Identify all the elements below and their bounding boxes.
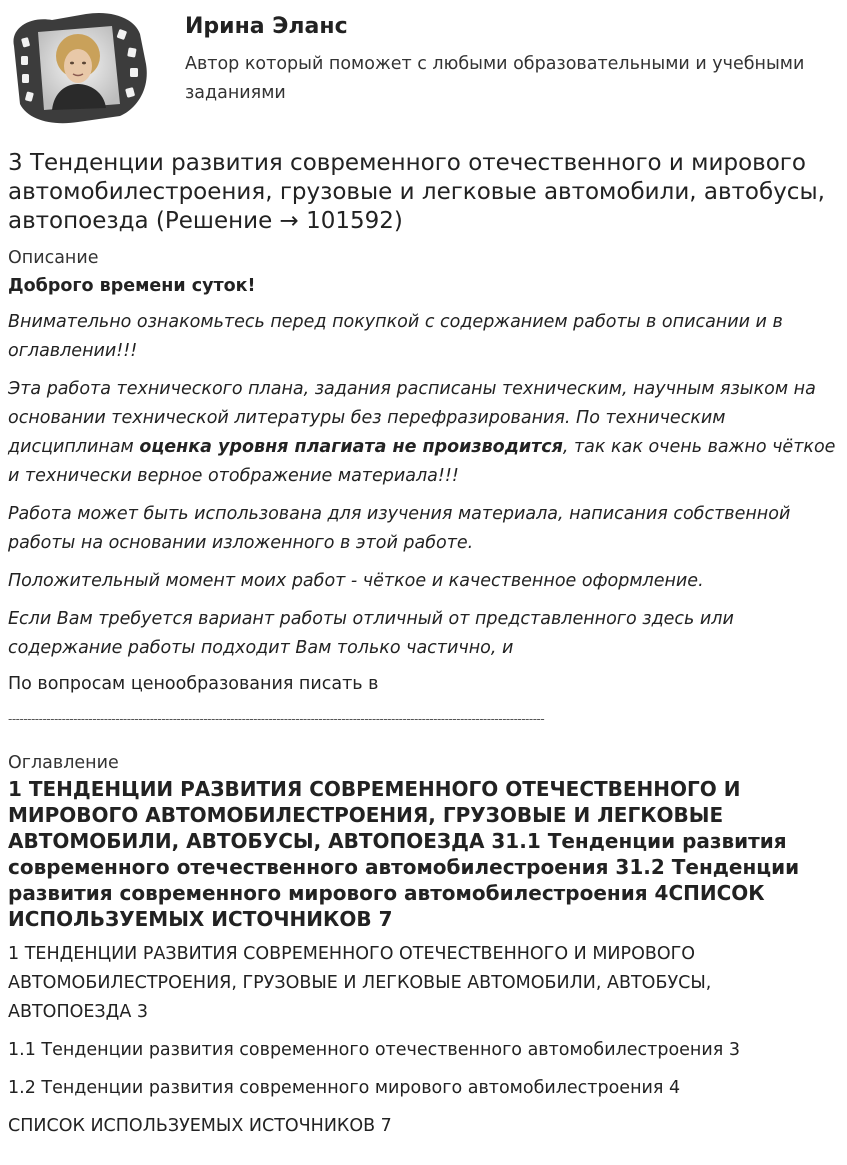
film-frame-avatar-icon <box>8 8 150 126</box>
toc-item: 1.1 Тенденции развития современного отечественного автомобилестроения 3 <box>8 1040 740 1060</box>
description-label: Описание <box>8 248 99 268</box>
toc-bold-summary: 1 ТЕНДЕНЦИИ РАЗВИТИЯ СОВРЕМЕННОГО ОТЕЧЕСТВЕННОГО И МИРОВОГО АВТОМОБИЛЕСТРОЕНИЯ, ГРУЗОВЫЕ И ЛЕГКОВЫЕ АВТОМОБИЛИ, АВТОБУСЫ, АВТОПОЕЗДА 31.1 Тенденции развития современного отечественного автомобилестроения 31.2 Тенденции развития современного мирового автомобилестроения 4СПИСОК ИСПОЛЬЗУЕМЫХ ИСТОЧНИКОВ 7 <box>8 777 800 931</box>
toc-label: Оглавление <box>8 753 119 773</box>
paragraph-text: , так как очень важно чёткое и технически верное отображение материала!!! <box>8 437 836 486</box>
toc-item: СПИСОК ИСПОЛЬЗУЕМЫХ ИСТОЧНИКОВ 7 <box>8 1116 392 1136</box>
paragraph-text: Эта работа технического плана, задания расписаны техническим, научным языком на основании технической литературы без перефразирования. По техническим дисциплинам <box>8 379 816 457</box>
toc-item: 1.2 Тенденции развития современного мирового автомобилестроения 4 <box>8 1078 681 1098</box>
description-section <box>8 246 840 1150</box>
page-title: 3 Тенденции развития современного отечественного и мирового автомобилестроения, грузовые и легковые автомобили, автобусы, автопоезда (Решение → 101592) <box>8 150 825 234</box>
author-description: Автор который поможет с любыми образовательными и учебными заданиями <box>185 54 805 103</box>
author-avatar[interactable] <box>8 8 150 126</box>
description-paragraph: Работа может быть использована для изучения материала, написания собственной работы на основании изложенного в этой работе. <box>8 504 791 553</box>
description-paragraph-plagiarism <box>8 375 840 491</box>
description-paragraph: Если Вам требуется вариант работы отличный от представленного здесь или содержание работы подходит Вам только частично, и <box>8 609 734 658</box>
author-name[interactable]: Ирина Эланс <box>185 14 348 39</box>
pricing-contact-text: По вопросам ценообразования писать в <box>8 674 379 694</box>
dashed-divider: -------------------------------------------------------------------------------------------------------------------------------------------- <box>8 712 545 726</box>
greeting-text: Доброго времени суток! <box>8 276 256 296</box>
description-paragraph: Положительный момент моих работ - чёткое и качественное оформление. <box>8 571 704 591</box>
plagiarism-emphasis: оценка уровня плагиата не производится <box>139 437 563 457</box>
toc-item: 1 ТЕНДЕНЦИИ РАЗВИТИЯ СОВРЕМЕННОГО ОТЕЧЕСТВЕННОГО И МИРОВОГО АВТОМОБИЛЕСТРОЕНИЯ, ГРУЗОВЫЕ И ЛЕГКОВЫЕ АВТОМОБИЛИ, АВТОБУСЫ, АВТОПОЕЗДА 3 <box>8 944 712 1022</box>
author-card <box>0 0 847 130</box>
description-paragraph: Внимательно ознакомьтесь перед покупкой с содержанием работы в описании и в оглавлении!!! <box>8 312 783 361</box>
